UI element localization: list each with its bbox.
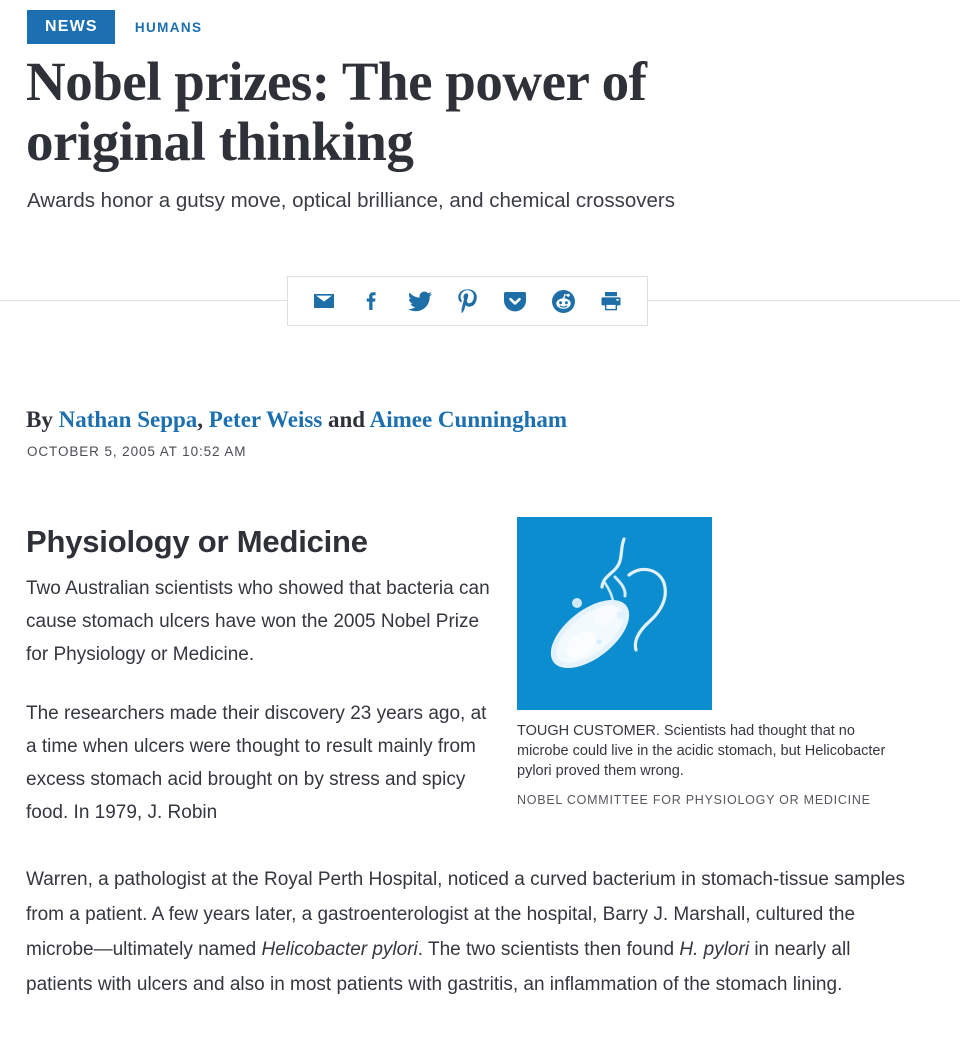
paragraph-2: The researchers made their discovery 23 years ago, at a time when ulcers were thought to result mainly from excess stomach acid brought on by stress and spicy food. In 1979, J. Robin bbox=[26, 703, 487, 824]
pocket-icon[interactable] bbox=[501, 287, 529, 315]
twitter-icon[interactable] bbox=[406, 287, 434, 315]
article-figure bbox=[517, 517, 886, 807]
byline-prefix: By bbox=[26, 407, 53, 432]
section-heading: Physiology or Medicine bbox=[26, 524, 368, 559]
kicker-badge-news[interactable]: NEWS bbox=[27, 10, 115, 44]
publish-date: OCTOBER 5, 2005 AT 10:52 AM bbox=[27, 444, 247, 459]
paragraph-2-text-c: in nearly all patients with ulcers and also in most patients with gastritis, an inflammation of the stomach lining. bbox=[26, 939, 851, 996]
article-deck: Awards honor a gutsy move, optical brilliance, and chemical crossovers bbox=[27, 189, 675, 212]
paragraph-2-text-b: . The two scientists then found bbox=[417, 939, 680, 961]
article-body-column bbox=[26, 572, 496, 829]
pinterest-icon[interactable] bbox=[453, 287, 481, 315]
print-icon[interactable] bbox=[597, 287, 625, 315]
helicobacter-pylori-micrograph bbox=[517, 517, 712, 710]
paragraph-1: Two Australian scientists who showed that bacteria can cause stomach ulcers have won the 2005 Nobel Prize for Physiology or Medicine. bbox=[26, 578, 490, 666]
facebook-icon[interactable] bbox=[358, 287, 386, 315]
author-link-1[interactable]: Nathan Seppa bbox=[58, 407, 198, 432]
share-toolbar bbox=[287, 276, 648, 326]
species-name-short: H. pylori bbox=[679, 939, 750, 961]
author-link-3[interactable]: Aimee Cunningham bbox=[369, 407, 568, 432]
paragraph-2-continued bbox=[26, 862, 908, 1003]
reddit-icon[interactable] bbox=[549, 287, 577, 315]
page-title: Nobel prizes: The power of original thinking bbox=[26, 51, 647, 172]
paragraph-2-text-a: Warren, a pathologist at the Royal Perth Hospital, noticed a curved bacterium in stomach-tissue samples from a patient. A few years later, a gastroenterologist at the hospital, Barry J. Marshall, cultured the microbe—ultimately named bbox=[26, 869, 905, 961]
byline bbox=[26, 406, 567, 434]
kicker-section-humans[interactable]: HUMANS bbox=[134, 19, 203, 35]
author-link-2[interactable]: Peter Weiss bbox=[208, 407, 323, 432]
figure-credit: NOBEL COMMITTEE FOR PHYSIOLOGY OR MEDICINE bbox=[517, 793, 871, 807]
byline-separator: , bbox=[197, 407, 204, 432]
figure-caption: TOUGH CUSTOMER. Scientists had thought that no microbe could live in the acidic stomach, but Helicobacter pylori proved them wrong. bbox=[517, 723, 886, 779]
article-body-full bbox=[26, 862, 908, 1003]
breadcrumb bbox=[27, 10, 202, 44]
species-name-full: Helicobacter pylori bbox=[261, 939, 418, 961]
byline-conjunction: and bbox=[328, 407, 366, 432]
email-icon[interactable] bbox=[310, 287, 338, 315]
